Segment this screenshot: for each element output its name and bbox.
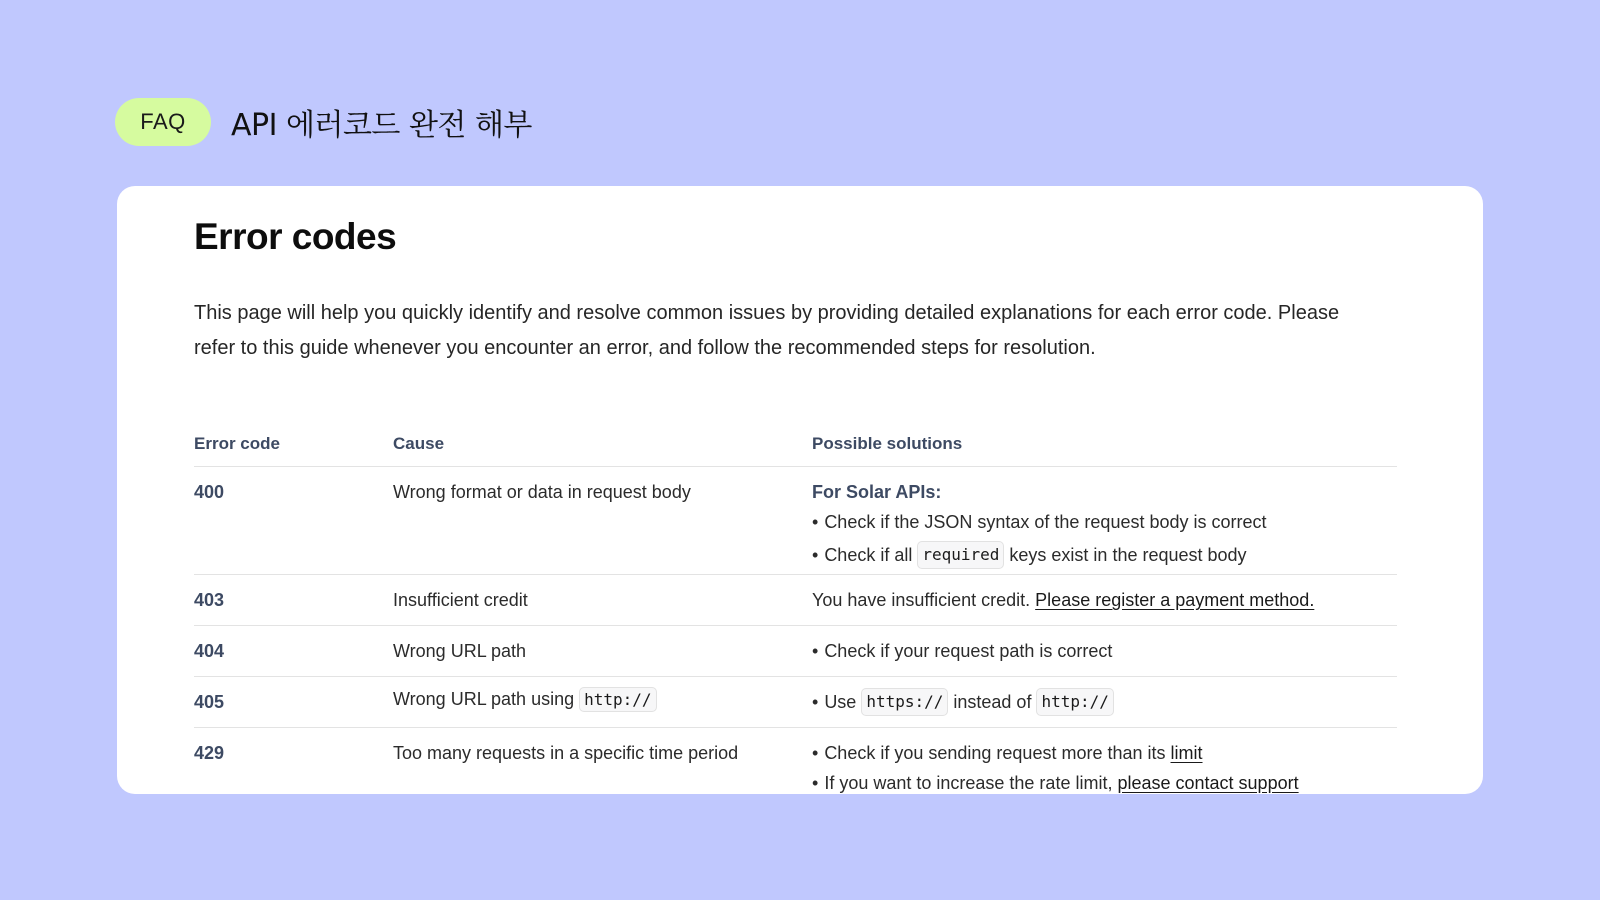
page-title: Error codes (194, 216, 397, 257)
error-cause: Wrong format or data in request body (393, 482, 691, 502)
register-payment-link[interactable]: Please register a payment method. (1035, 590, 1315, 610)
page-header (115, 98, 532, 146)
table-row (194, 677, 1397, 728)
intro-paragraph: This page will help you quickly identify and resolve common issues by providing detailed explanations for each error code. Please refer to this guide whenever you encounter an error, and follow the recommended steps for resolution. (194, 302, 1340, 359)
table-row (194, 467, 1397, 575)
table-row (194, 728, 1397, 794)
inline-code: http:// (579, 687, 656, 712)
solution-bullet (812, 541, 1397, 569)
error-solutions (812, 691, 1397, 727)
inline-code: required (917, 541, 1004, 569)
error-code: 400 (194, 482, 225, 502)
cause-text: Wrong URL path using (393, 689, 575, 709)
error-code: 429 (194, 743, 225, 763)
solution-line (812, 589, 1397, 611)
error-cause: Insufficient credit (393, 590, 528, 610)
error-cause: Wrong URL path (393, 641, 527, 661)
header-error-code: Error code (194, 434, 280, 453)
solution-text: Check if the JSON syntax of the request body is correct (824, 512, 1267, 532)
bullet-glyph: • (812, 545, 819, 565)
header-title: API 에러코드 완전 해부 (231, 108, 532, 143)
faq-badge: FAQ (115, 98, 211, 146)
error-code: 405 (194, 692, 225, 712)
error-code: 403 (194, 590, 225, 610)
solution-bullet (812, 511, 1397, 533)
error-code: 404 (194, 641, 225, 661)
table-header (194, 422, 1397, 467)
solution-text: Check if your request path is correct (824, 641, 1113, 661)
inline-code: https:// (861, 688, 948, 716)
solution-text: If you want to increase the rate limit, (824, 773, 1113, 793)
solution-text: You have insufficient credit. (812, 590, 1031, 610)
solution-bullet (812, 772, 1397, 794)
header-cause: Cause (393, 434, 445, 453)
error-codes-table (194, 422, 1397, 794)
bullet-glyph: • (812, 773, 819, 793)
bullet-glyph: • (812, 512, 819, 532)
solution-text: Use (824, 692, 857, 712)
table-row (194, 626, 1397, 677)
table-row (194, 575, 1397, 626)
bullet-glyph: • (812, 692, 819, 712)
solution-bullet (812, 742, 1397, 764)
bullet-glyph: • (812, 743, 819, 763)
solution-heading: For Solar APIs: (812, 482, 942, 502)
error-solutions (812, 481, 1397, 574)
contact-support-link[interactable]: please contact support (1117, 773, 1299, 793)
error-cause: Too many requests in a specific time period (393, 743, 739, 763)
bullet-glyph: • (812, 641, 819, 661)
error-solutions (812, 589, 1397, 625)
header-possible-solutions: Possible solutions (812, 434, 963, 453)
solution-bullet (812, 688, 1397, 716)
error-solutions (812, 742, 1397, 794)
rate-limit-link[interactable]: limit (1170, 743, 1203, 763)
inline-code: http:// (1036, 688, 1113, 716)
solution-bullet (812, 640, 1397, 662)
error-solutions (812, 640, 1397, 676)
solution-text: instead of (953, 692, 1032, 712)
solution-text: keys exist in the request body (1009, 545, 1247, 565)
solution-text: Check if you sending request more than its (824, 743, 1166, 763)
doc-card (117, 186, 1483, 794)
error-cause (393, 688, 812, 727)
solution-text: Check if all (824, 545, 913, 565)
